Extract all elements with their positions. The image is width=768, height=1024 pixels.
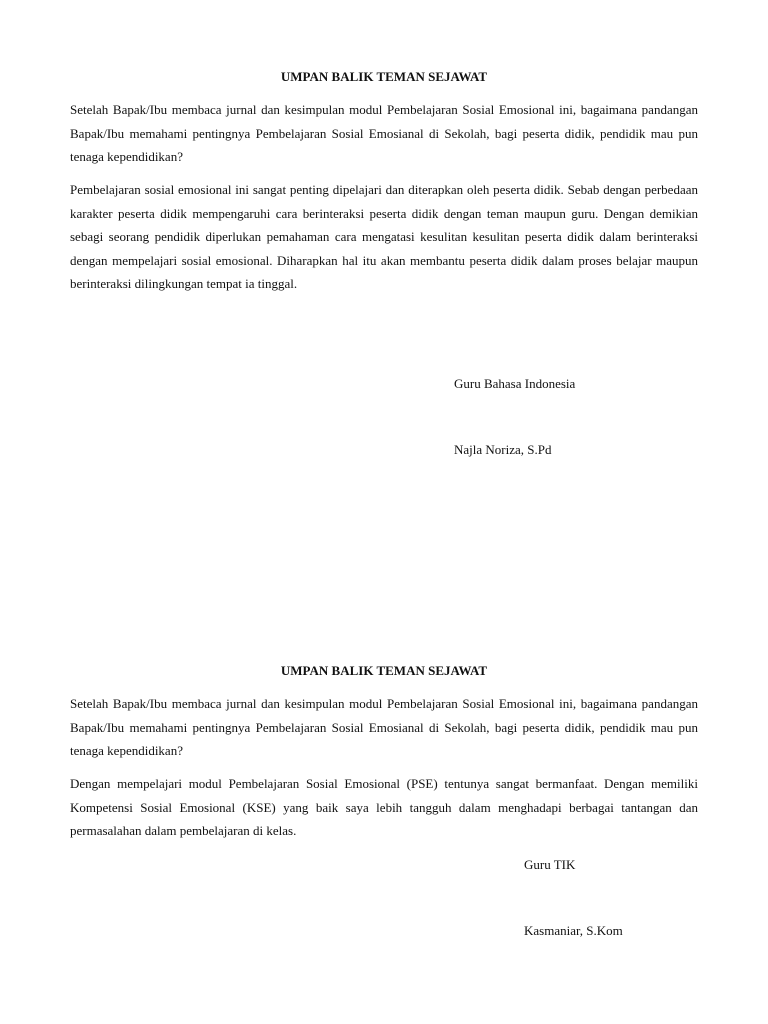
answer-paragraph-1-wrap xyxy=(70,178,698,296)
section-title: UMPAN BALIK TEMAN SEJAWAT xyxy=(280,663,488,678)
answer-paragraph: Pembelajaran sosial emosional ini sangat penting dipelajari dan diterapkan oleh peserta didik. Sebab dengan perbedaan karakter peserta didik mempengaruhi cara berinteraksi peserta didik dengan teman maupun guru. Dengan demikian sebagi seorang pendidik diperlukan pemahaman cara mengatasi kesulitan kesulitan peserta didik dalam berinteraksi dengan mempelajari sosial emosional. Diharapkan hal itu akan membantu peserta didik dalam proses belajar maupun berinteraksi dilingkungan tempat ia tinggal. xyxy=(70,182,698,292)
signature-name: Najla Noriza, S.Pd xyxy=(454,442,552,457)
question-paragraph: Setelah Bapak/Ibu membaca jurnal dan kesimpulan modul Pembelajaran Sosial Emosional ini, bagaimana pandangan Bapak/Ibu memahami pentingnya Pembelajaran Sosial Emosianal di Sekolah, bagi peserta didik, pendidik mau pun tenaga kependidikan? xyxy=(70,102,698,165)
signature-role: Guru Bahasa Indonesia xyxy=(454,376,576,391)
signature-name: Kasmaniar, S.Kom xyxy=(524,923,623,938)
question-paragraph-1-wrap xyxy=(70,98,698,169)
feedback-section-2 xyxy=(70,663,698,679)
question-paragraph: Setelah Bapak/Ibu membaca jurnal dan kesimpulan modul Pembelajaran Sosial Emosional ini, bagaimana pandangan Bapak/Ibu memahami pentingnya Pembelajaran Sosial Emosianal di Sekolah, bagi peserta didik, pendidik mau pun tenaga kependidikan? xyxy=(70,696,698,759)
signature-role: Guru TIK xyxy=(524,857,576,872)
feedback-section-1 xyxy=(70,69,698,85)
answer-paragraph-2-wrap xyxy=(70,772,698,843)
section-title: UMPAN BALIK TEMAN SEJAWAT xyxy=(280,69,488,84)
answer-paragraph: Dengan mempelajari modul Pembelajaran Sosial Emosional (PSE) tentunya sangat bermanfaat. Dengan memiliki Kompetensi Sosial Emosional (KSE) yang baik saya lebih tangguh dalam menghadapi berbagai tantangan dan permasalahan dalam pembelajaran di kelas. xyxy=(70,776,698,839)
question-paragraph-2-wrap xyxy=(70,692,698,763)
